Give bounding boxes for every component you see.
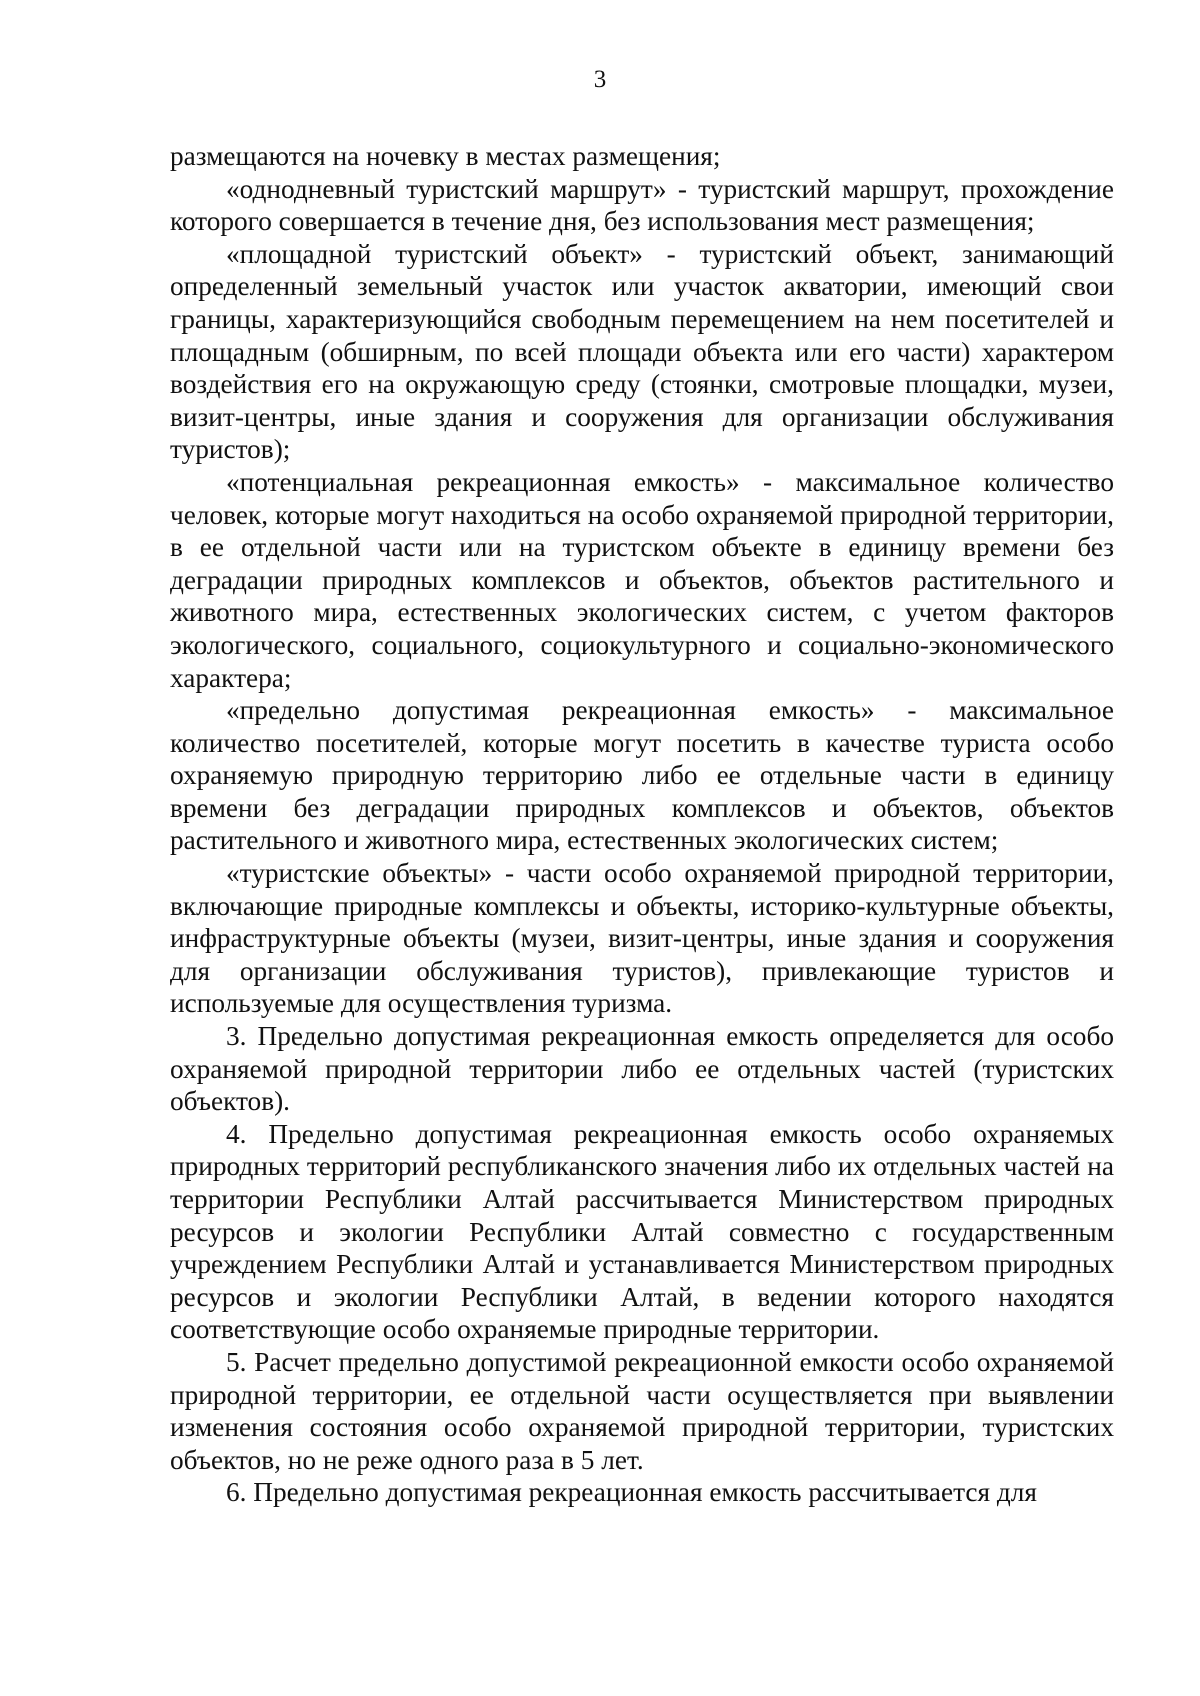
- document-body: [170, 140, 1114, 1509]
- paragraph-definition-tourist-objects: «туристские объекты» - части особо охраняемой природной территории, включающие природные комплексы и объекты, историко-культурные объекты, инфраструктурные объекты (музеи, визит-центры, иные здания и сооружения для организации обслуживания туристов), привлекающие туристов и используемые для осуществления туризма.: [170, 858, 1114, 1019]
- paragraph-item-5: 5. Расчет предельно допустимой рекреационной емкости особо охраняемой природной территории, ее отдельной части осуществляется при выявлении изменения состояния особо охраняемой природной территории, туристских объектов, но не реже одного раза в 5 лет.: [170, 1346, 1114, 1475]
- page-number: 3: [593, 66, 607, 93]
- paragraph-definition-area-object: «площадной туристский объект» - туристский объект, занимающий определенный земельный участок или участок акватории, имеющий свои границы, характеризующийся свободным перемещением на нем посетителей и площадным (обширным, по всей площади объекта или его части) характером воздействия его на окружающую среду (стоянки, смотровые площадки, музеи, визит-центры, иные здания и сооружения для организации обслуживания туристов);: [170, 238, 1114, 465]
- paragraph-continuation: размещаются на ночевку в местах размещения;: [170, 141, 721, 171]
- paragraph-item-6: 6. Предельно допустимая рекреационная емкость рассчитывается для: [226, 1477, 1037, 1508]
- paragraph-definition-potential-capacity: «потенциальная рекреационная емкость» - максимальное количество человек, которые могут находиться на особо охраняемой природной территории, в ее отдельной части или на туристском объекте в единицу времени без деградации природных комплексов и объектов, объектов растительного и животного мира, естественных экологических систем, с учетом факторов экологического, социального, социокультурного и социально-экономического характера;: [170, 466, 1114, 693]
- paragraph-item-3: 3. Предельно допустимая рекреационная емкость определяется для особо охраняемой природной территории либо ее отдельных частей (туристских объектов).: [170, 1021, 1114, 1117]
- paragraph-item-4: 4. Предельно допустимая рекреационная емкость особо охраняемых природных территорий республиканского значения либо их отдельных частей на территории Республики Алтай рассчитывается Министерством природных ресурсов и экологии Республики Алтай совместно с государственным учреждением Республики Алтай и устанавливается Министерством природных ресурсов и экологии Республики Алтай, в ведении которого находятся соответствующие особо охраняемые природные территории.: [170, 1118, 1114, 1345]
- paragraph-definition-one-day-route: «однодневный туристский маршрут» - туристский маршрут, прохождение которого совершается в течение дня, без использования мест размещения;: [170, 173, 1114, 237]
- paragraph-definition-max-capacity: «предельно допустимая рекреационная емкость» - максимальное количество посетителей, которые могут посетить в качестве туриста особо охраняемую природную территорию либо ее отдельные части в единицу времени без деградации природных комплексов и объектов, объектов растительного и животного мира, естественных экологических систем;: [170, 695, 1114, 856]
